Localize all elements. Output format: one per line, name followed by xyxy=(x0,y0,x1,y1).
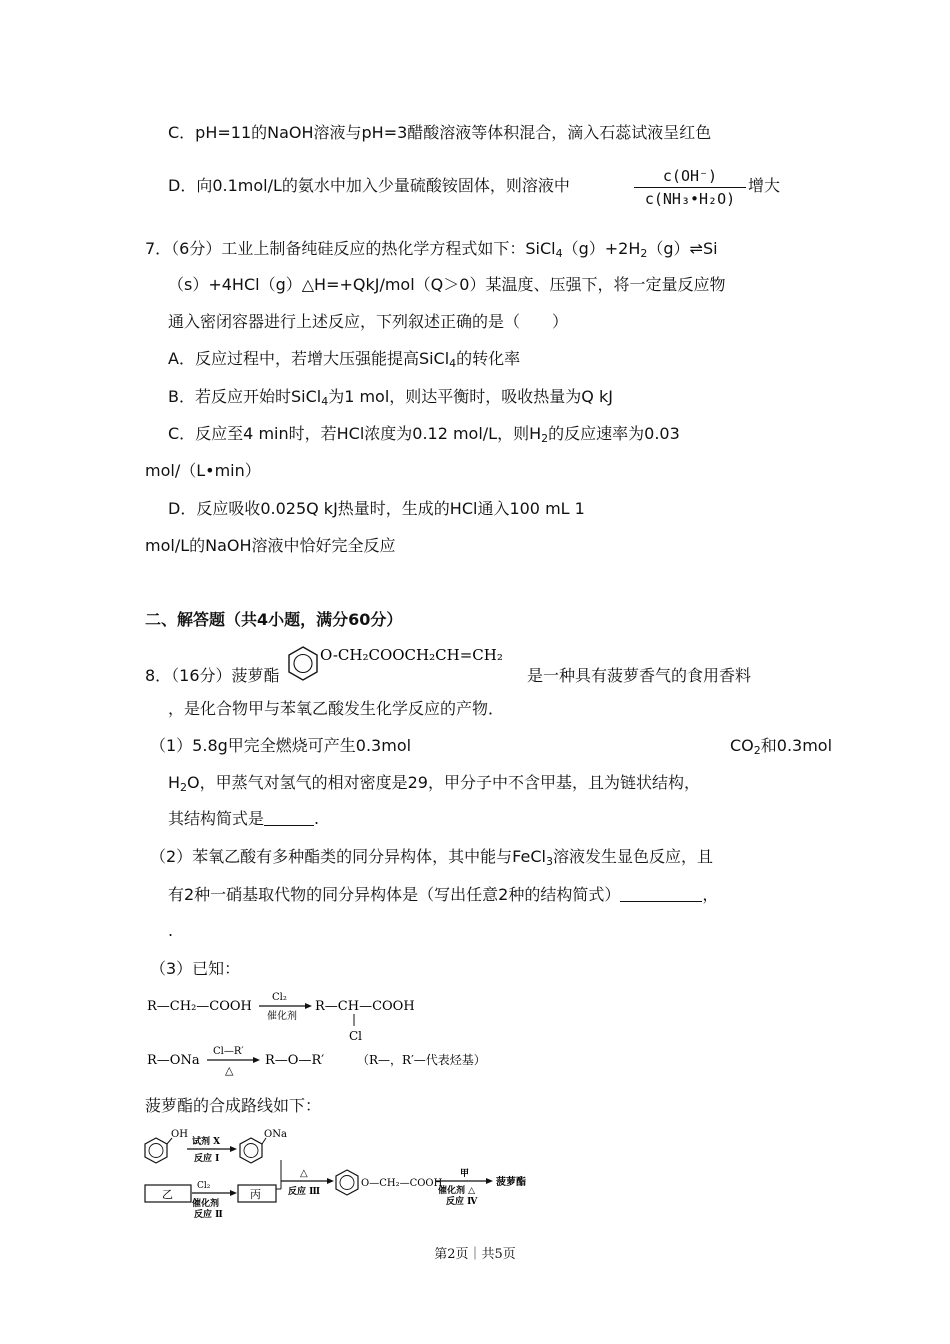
q8-part1-line3: 其结构简式是 . xyxy=(168,809,320,828)
heat-symbol: △ xyxy=(300,1168,308,1179)
known-reactions xyxy=(145,988,505,1080)
arrow-1-head xyxy=(230,1146,237,1152)
rx2-reagent: Cl—R′ xyxy=(213,1046,244,1057)
answer-blank[interactable] xyxy=(620,885,702,902)
reagent-jia: 甲 xyxy=(460,1169,470,1179)
q6-option-d-suffix: 增大 xyxy=(748,176,781,195)
q7-option-c-cont: mol/（L•min） xyxy=(145,461,261,480)
rx1-reactant: R—CH₂—COOH xyxy=(147,999,252,1014)
box-yi-label: 乙 xyxy=(162,1188,173,1201)
phenol-oh: OH xyxy=(171,1129,188,1140)
rx2-product: R—O—R′ xyxy=(265,1053,325,1068)
q7-stem-line2: （s）+4HCl（g）△H=+QkJ/mol（Q＞0）某温度、压强下，将一定量反应物 xyxy=(168,275,726,294)
answer-blank[interactable] xyxy=(264,809,314,826)
rx2-condition: △ xyxy=(225,1064,234,1077)
reagent-cl2: Cl₂ xyxy=(197,1181,211,1191)
q8-part3-label: （3）已知： xyxy=(150,959,241,978)
phenoxide-ona: ONa xyxy=(264,1129,287,1140)
phenoxyacetic-ring xyxy=(336,1170,358,1195)
page-footer: 第2页｜共5页 xyxy=(434,1247,516,1262)
q8-intro-left: 8．（16分）菠萝酯 xyxy=(145,666,280,685)
q7-option-b: B．若反应开始时SiCl$_4$为1 mol，则达平衡时，吸收热量为Q kJ xyxy=(168,387,613,408)
rx1-cl: Cl xyxy=(349,1029,363,1043)
q7-option-d: D．反应吸收0.025Q kJ热量时，生成的HCl通入100 mL 1 xyxy=(168,499,585,518)
rx2-reactant: R—ONa xyxy=(147,1053,200,1068)
phenoxyacetic-ring-circle xyxy=(340,1176,354,1190)
box-bing-label: 丙 xyxy=(250,1188,261,1201)
section-title: 二、解答题（共4小题，满分60分） xyxy=(145,610,403,629)
rx1-product: R—CH—COOH xyxy=(315,999,415,1014)
fraction-bar xyxy=(634,187,746,188)
arrow-3-head xyxy=(327,1178,334,1184)
q8-part1-line1: （1）5.8g甲完全燃烧可产生0.3mol xyxy=(150,736,412,755)
fraction-denominator: c(NH₃•H₂O) xyxy=(644,190,736,208)
phenoxyacetic-chain: O—CH₂—COOH xyxy=(361,1178,443,1189)
structure-formula: O-CH₂COOCH₂CH=CH₂ xyxy=(320,646,503,664)
phenoxide-ring xyxy=(240,1138,262,1163)
q6-option-d-text: D．向0.1mol/L的氨水中加入少量硫酸铵固体，则溶液中 xyxy=(168,176,570,195)
step-1: 反应 Ⅰ xyxy=(194,1154,220,1164)
q8-intro-cont: ，是化合物甲与苯氧乙酸发生化学反应的产物． xyxy=(168,699,505,718)
catalyst-4: 催化剂 △ xyxy=(438,1186,476,1196)
q7-stem-line3: 通入密闭容器进行上述反应，下列叙述正确的是（ ） xyxy=(168,312,569,331)
phenol-ring xyxy=(145,1138,167,1163)
step-2: 反应 Ⅱ xyxy=(194,1210,223,1220)
pineapple-ester-structure xyxy=(282,640,532,692)
q7-option-a: A．反应过程中，若增大压强能提高SiCl$_4$的转化率 xyxy=(168,349,521,370)
q6-option-c: C．pH=11的NaOH溶液与pH=3醋酸溶液等体积混合，滴入石蕊试液呈红色 xyxy=(168,123,712,142)
q7-option-d-cont: mol/L的NaOH溶液中恰好完全反应 xyxy=(145,536,396,555)
q7-stem-line1: 7．（6分）工业上制备纯硅反应的热化学方程式如下：$SiCl_4(g)+2H_2(g)\rightleftharpoons Si$ xyxy=(145,239,718,260)
arrow-4-head xyxy=(486,1178,493,1184)
catalyst-2: 催化剂 xyxy=(192,1199,220,1209)
step-3: 反应 Ⅲ xyxy=(288,1187,321,1197)
q8-part2-line2: 有2种一硝基取代物的同分异构体是（写出任意2种的结构简式） ， xyxy=(168,885,719,904)
q8-intro-right: 是一种具有菠萝香气的食用香料 xyxy=(527,666,752,685)
q7-option-c: C．反应至4 min时，若HCl浓度为0.12 mol/L，则$H_2$的反应速率为0.03 xyxy=(168,424,680,445)
synthesis-route xyxy=(140,1124,540,1224)
q6-option-d xyxy=(168,175,570,197)
rx2-note: （R—，R′—代表烃基） xyxy=(357,1053,486,1067)
route-intro: 菠萝酯的合成路线如下： xyxy=(145,1096,322,1115)
phenol-ring-circle xyxy=(149,1144,163,1158)
q8-part2-line3: . xyxy=(168,921,174,940)
rx1-reagent: Cl₂ xyxy=(272,992,287,1003)
q8-part1-line2: $H_2O$，甲蒸气对氢气的相对密度是29，甲分子中不含甲基，且为链状结构， xyxy=(168,773,700,794)
q8-part2-line1: （2）苯氧乙酸有多种酯类的同分异构体，其中能与FeCl$_3$溶液发生显色反应，且 xyxy=(150,847,713,868)
reagent-x: 试剂 X xyxy=(192,1137,221,1147)
step-4: 反应 Ⅳ xyxy=(446,1197,478,1207)
rx2-arrow-head xyxy=(253,1057,260,1063)
product-label: 菠萝酯 xyxy=(496,1177,526,1188)
arrow-2-head xyxy=(230,1190,237,1196)
rx1-arrow-head xyxy=(305,1003,312,1009)
rx1-condition: 催化剂 xyxy=(267,1011,297,1022)
phenoxide-ring-circle xyxy=(244,1144,258,1158)
fraction-numerator: c(OH⁻) xyxy=(662,167,718,185)
q6-fraction xyxy=(634,166,746,209)
q8-part1-line1-right: $CO_2$和0.3mol xyxy=(730,736,833,757)
